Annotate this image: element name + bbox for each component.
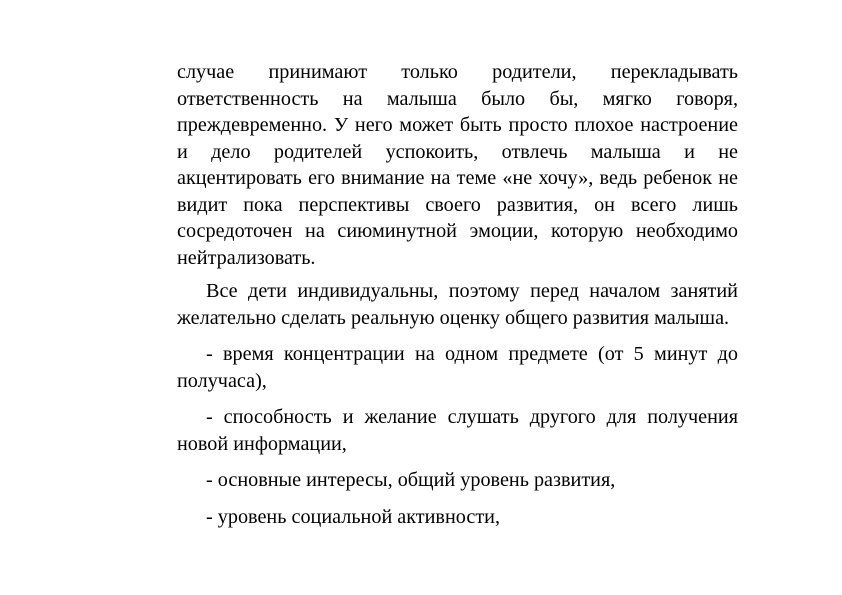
paragraph-individuality: Все дети индивидуальны, поэтому перед началом занятий желательно сделать реальную оценку общего развития малыша. [177, 280, 738, 329]
document-body [177, 59, 738, 530]
list-item: - способность и желание слушать другого для получения новой информации, [177, 406, 738, 455]
list-item: - основные интересы, общий уровень развития, [206, 469, 616, 491]
list-item: - время концентрации на одном предмете (от 5 минут до получаса), [177, 343, 738, 392]
paragraph-continuation: случае принимают только родители, перекладывать ответственность на малыша было бы, мягко говоря, преждевременно. У него может быть просто плохое настроение и дело родителей успокоить, отвлечь малыша и не акцентировать его внимание на теме «не хочу», ведь ребенок не видит пока перспективы своего развития, он всего лишь сосредоточен на сиюминутной эмоции, которую необходимо нейтрализовать. [177, 61, 738, 269]
list-item: - уровень социальной активности, [206, 505, 501, 528]
